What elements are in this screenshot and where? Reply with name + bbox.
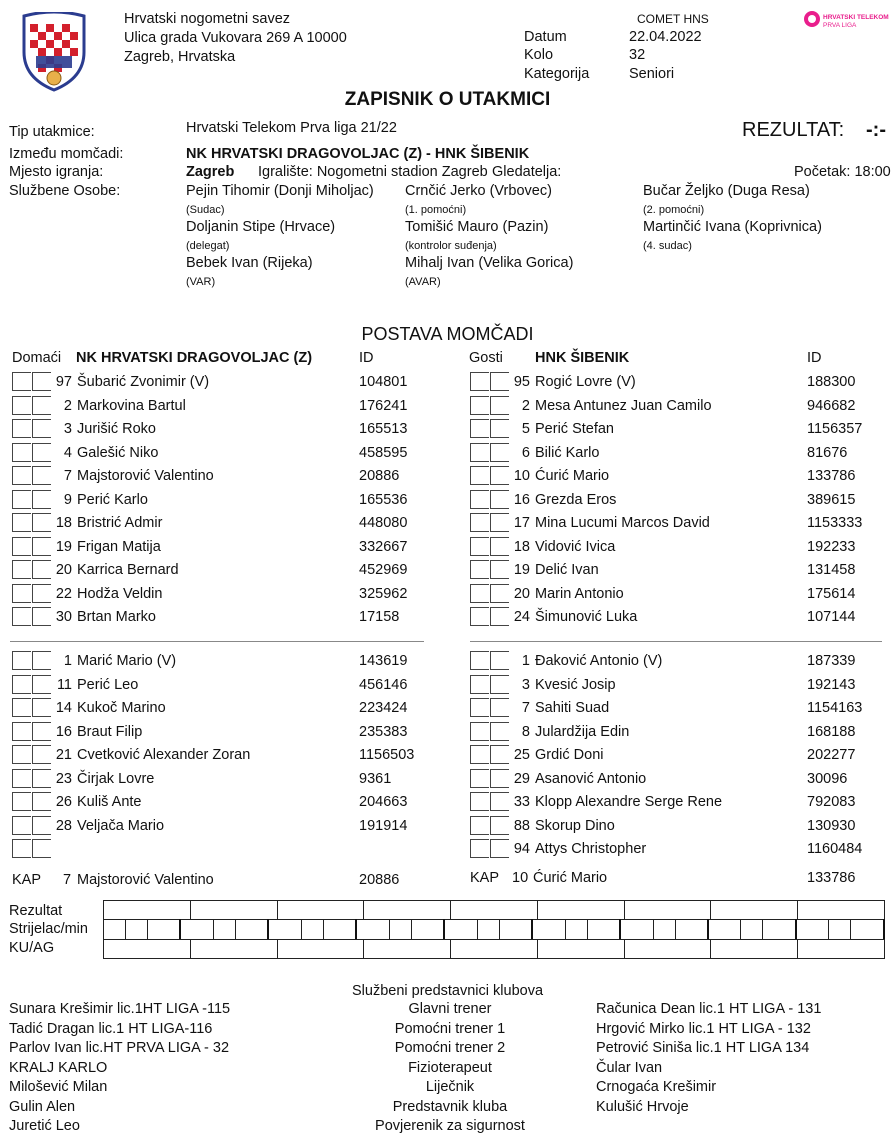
home-club-official: Tadić Dragan lic.1 HT LIGA-116	[9, 1020, 213, 1037]
player-id: 187339	[807, 653, 856, 669]
player-name: Sahiti Suad	[535, 700, 610, 716]
score-cell	[190, 901, 277, 920]
player-number: 95	[513, 374, 530, 390]
player-id: 107144	[807, 609, 856, 625]
checkbox-cell	[470, 816, 489, 835]
checkbox-cell	[470, 560, 489, 579]
player-name: Vidović Ivica	[535, 538, 616, 555]
score-cell	[537, 901, 624, 920]
official-role: (Sudac)	[186, 204, 225, 216]
score-cell	[301, 920, 323, 940]
score-cell	[364, 901, 451, 920]
score-cell	[323, 920, 356, 940]
score-cell	[451, 940, 538, 959]
player-name: Perić Leo	[77, 676, 139, 693]
federation-name: Hrvatski nogometni savez	[124, 11, 291, 27]
score-cell	[389, 920, 411, 940]
player-name: Klopp Alexandre Serge Rene	[535, 794, 723, 810]
player-name: Braut Filip	[77, 723, 143, 740]
home-id-header: ID	[359, 350, 374, 366]
player-number: 4	[63, 444, 72, 461]
player-id: 131458	[807, 562, 856, 578]
player-id: 204663	[359, 794, 408, 810]
player-id: 188300	[807, 374, 856, 390]
checkbox-cell	[470, 698, 489, 717]
player-id: 223424	[359, 700, 408, 716]
player-id: 104801	[359, 374, 408, 390]
away-club-official: Hrgović Mirko lic.1 HT LIGA - 132	[596, 1020, 811, 1037]
checkbox-cell	[470, 537, 489, 556]
player-id: 168188	[807, 723, 856, 740]
score-cell	[356, 920, 389, 940]
checkbox-cell	[470, 722, 489, 741]
player-id: 325962	[359, 585, 408, 602]
score-cell	[675, 920, 708, 940]
player-number: 29	[513, 770, 530, 787]
player-id: 133786	[807, 468, 856, 484]
player-name: Kvesić Josip	[535, 676, 616, 693]
checkbox-cell	[470, 839, 489, 858]
start-time: Početak: 18:00	[794, 164, 891, 180]
player-name: Skorup Dino	[535, 817, 615, 834]
player-number: 21	[55, 747, 72, 763]
player-id: 165513	[359, 421, 408, 437]
player-name: Marin Antonio	[535, 585, 624, 602]
league-logo	[802, 9, 894, 31]
player-name: Šubarić Zvonimir (V)	[77, 374, 210, 390]
player-number: 7	[521, 700, 530, 716]
checkbox-cell	[12, 490, 31, 509]
player-name: Karrica Bernard	[77, 562, 179, 578]
player-number: 2	[521, 397, 530, 414]
federation-address: Ulica grada Vukovara 269 A 10000	[124, 30, 347, 46]
player-id: 1156503	[359, 747, 415, 763]
checkbox-cell	[12, 560, 31, 579]
away-club-official: Crnogaća Krešimir	[596, 1079, 717, 1095]
score-label-rezultat: Rezultat	[9, 903, 63, 919]
player-number: 3	[63, 421, 72, 437]
lineup-title: POSTAVA MOMČADI	[361, 324, 534, 344]
home-captain-num: 7	[63, 872, 72, 888]
player-name: Veljača Mario	[77, 817, 165, 834]
place-label: Mjesto igranja:	[9, 164, 104, 180]
score-cell	[829, 920, 851, 940]
player-number: 10	[513, 468, 530, 484]
score-cell	[451, 901, 538, 920]
checkbox-cell	[470, 607, 489, 626]
score-cell	[587, 920, 620, 940]
checkbox-cell	[470, 372, 489, 391]
score-cell	[180, 920, 213, 940]
player-name: Đaković Antonio (V)	[535, 653, 663, 669]
player-number: 30	[55, 609, 72, 625]
player-number: 3	[521, 676, 530, 693]
checkbox-cell	[12, 372, 31, 391]
tip-label: Tip utakmice:	[9, 124, 95, 140]
checkbox-cell	[12, 698, 31, 717]
svg-text:PRVA LIGA: PRVA LIGA	[823, 22, 857, 29]
score-cell	[565, 920, 587, 940]
player-name: Grdić Doni	[535, 747, 604, 763]
club-official-role: Glavni trener	[408, 1001, 492, 1017]
player-number: 18	[513, 538, 530, 555]
kolo-value: 32	[629, 47, 646, 63]
official-name: Mihalj Ivan (Velika Gorica)	[405, 255, 574, 271]
away-club-official: Čular Ivan	[596, 1059, 663, 1076]
club-official-role: Liječnik	[425, 1079, 475, 1095]
score-cell	[711, 940, 798, 959]
player-name: Grezda Eros	[535, 491, 617, 508]
club-official-role: Pomoćni trener 1	[394, 1020, 506, 1037]
official-role: (2. pomoćni)	[643, 204, 705, 216]
player-id: 81676	[807, 444, 848, 461]
player-number: 17	[513, 515, 530, 531]
player-name: Perić Stefan	[535, 421, 614, 437]
player-number: 8	[521, 723, 530, 740]
player-number: 19	[55, 538, 72, 555]
player-number: 1	[521, 653, 530, 669]
player-id: 1154163	[807, 700, 863, 716]
score-cell	[235, 920, 268, 940]
page-title: ZAPISNIK O UTAKMICI	[344, 89, 551, 110]
player-id: 456146	[359, 676, 408, 693]
player-name: Markovina Bartul	[77, 397, 186, 414]
player-id: 1160484	[807, 841, 863, 857]
divider	[470, 641, 882, 642]
player-id: 332667	[359, 538, 408, 555]
official-name: Bučar Željko (Duga Resa)	[643, 183, 810, 199]
score-cell	[624, 940, 711, 959]
player-number: 97	[55, 374, 72, 390]
spectators-label: Gledatelja:	[492, 164, 562, 180]
score-cell	[190, 940, 277, 959]
officials-label: Službene Osobe:	[9, 183, 121, 199]
player-number: 20	[55, 562, 72, 578]
score-cell	[268, 920, 301, 940]
score-cell	[711, 901, 798, 920]
checkbox-cell	[12, 769, 31, 788]
player-number: 2	[63, 397, 72, 414]
player-id: 175614	[807, 585, 856, 602]
tip-value: Hrvatski Telekom Prva liga 21/22	[186, 120, 397, 136]
datum-label: Datum	[524, 29, 567, 45]
checkbox-cell	[470, 651, 489, 670]
player-name: Majstorović Valentino	[77, 468, 214, 484]
official-role: (1. pomoćni)	[405, 204, 467, 216]
score-cell	[104, 940, 191, 959]
score-cell	[213, 920, 235, 940]
club-officials-title: Službeni predstavnici klubova	[351, 983, 544, 999]
player-name: Galešić Niko	[77, 444, 159, 461]
player-name: Hodža Veldin	[77, 585, 163, 602]
checkbox-cell	[470, 745, 489, 764]
federation-city: Zagreb, Hrvatska	[124, 49, 236, 65]
player-number: 18	[55, 515, 72, 531]
player-id: 20886	[359, 468, 400, 484]
player-number: 26	[55, 794, 72, 810]
player-name: Bilić Karlo	[535, 444, 600, 461]
rezultat-label: REZULTAT:	[742, 119, 845, 141]
checkbox-cell	[12, 607, 31, 626]
score-cell	[444, 920, 477, 940]
player-number: 9	[63, 491, 72, 508]
official-role: (VAR)	[186, 276, 216, 288]
teams-value: NK HRVATSKI DRAGOVOLJAC (Z) - HNK ŠIBENIK	[186, 146, 530, 162]
checkbox-cell	[470, 443, 489, 462]
kategorija-value: Seniori	[629, 66, 675, 82]
player-number: 22	[55, 585, 72, 602]
home-side-label: Domaći	[12, 350, 62, 366]
checkbox-cell	[470, 584, 489, 603]
official-name: Doljanin Stipe (Hrvace)	[186, 219, 336, 235]
player-id: 452969	[359, 562, 408, 578]
official-name: Pejin Tihomir (Donji Miholjac)	[186, 183, 374, 199]
hns-crest-logo	[18, 12, 90, 92]
score-cell	[104, 901, 191, 920]
checkbox-cell	[12, 651, 31, 670]
score-cell	[798, 940, 885, 959]
checkbox-cell	[32, 839, 51, 858]
player-number: 19	[513, 562, 530, 578]
away-club-official: Petrović Siniša lic.1 HT LIGA 134	[596, 1040, 810, 1056]
club-official-role: Povjerenik za sigurnost	[375, 1118, 525, 1134]
player-number: 88	[513, 817, 530, 834]
player-id: 792083	[807, 794, 856, 810]
score-cell	[653, 920, 675, 940]
player-id: 1153333	[807, 515, 863, 531]
score-cell	[125, 920, 147, 940]
player-name: Ćurić Mario	[535, 468, 610, 484]
official-name: Crnčić Jerko (Vrbovec)	[405, 183, 552, 199]
player-name: Bristrić Admir	[77, 515, 163, 531]
score-cell	[620, 920, 653, 940]
checkbox-cell	[12, 419, 31, 438]
place-value: Zagreb	[186, 164, 235, 180]
player-name: Rogić Lovre (V)	[535, 374, 636, 390]
away-captain-num: 10	[512, 870, 529, 886]
player-name: Šimunović Luka	[535, 609, 638, 625]
club-official-role: Pomoćni trener 2	[394, 1040, 506, 1056]
player-number: 94	[513, 841, 530, 857]
player-name: Asanović Antonio	[535, 770, 647, 787]
checkbox-cell	[12, 816, 31, 835]
official-name: Tomišić Mauro (Pazin)	[405, 219, 549, 235]
checkbox-cell	[12, 443, 31, 462]
comet-label: COMET HNS	[637, 12, 709, 26]
away-captain-label: KAP	[470, 870, 500, 886]
score-cell	[796, 920, 829, 940]
official-name: Martinčić Ivana (Koprivnica)	[643, 219, 822, 235]
checkbox-cell	[12, 839, 31, 858]
home-club-official: Sunara Krešimir lic.1HT LIGA -115	[9, 1001, 231, 1017]
player-name: Kuliš Ante	[77, 794, 142, 810]
home-team-name: NK HRVATSKI DRAGOVOLJAC (Z)	[76, 350, 313, 366]
datum-value: 22.04.2022	[629, 29, 702, 45]
player-name: Cvetković Alexander Zoran	[77, 747, 251, 763]
score-cell	[624, 901, 711, 920]
score-cell	[532, 920, 565, 940]
home-club-official: KRALJ KARLO	[9, 1059, 108, 1076]
player-number: 11	[56, 676, 72, 693]
player-id: 191914	[359, 817, 408, 834]
score-cell	[147, 920, 180, 940]
player-name: Julardžija Edin	[535, 723, 630, 740]
player-name: Kukoč Marino	[77, 700, 166, 716]
checkbox-cell	[12, 792, 31, 811]
player-number: 6	[521, 444, 530, 461]
home-captain-label: KAP	[12, 872, 42, 888]
player-number: 20	[513, 585, 530, 602]
player-name: Frigan Matija	[77, 538, 161, 555]
player-name: Mesa Antunez Juan Camilo	[535, 397, 712, 414]
checkbox-cell	[470, 769, 489, 788]
player-id: 192143	[807, 676, 856, 693]
svg-text:HRVATSKI TELEKOM: HRVATSKI TELEKOM	[823, 14, 889, 21]
home-captain-name: Majstorović Valentino	[77, 872, 214, 888]
player-number: 25	[513, 747, 530, 763]
club-official-role: Predstavnik kluba	[392, 1098, 508, 1115]
divider	[10, 641, 424, 642]
away-club-official: Računica Dean lic.1 HT LIGA - 131	[596, 1001, 822, 1017]
home-captain-id: 20886	[359, 872, 400, 888]
score-cell	[364, 940, 451, 959]
score-cell	[477, 920, 499, 940]
player-id: 30096	[807, 770, 848, 787]
player-name: Marić Mario (V)	[77, 653, 177, 669]
away-side-label: Gosti	[469, 350, 503, 366]
score-cell	[104, 920, 126, 940]
away-captain-name: Ćurić Mario	[533, 870, 608, 886]
player-id: 192233	[807, 538, 856, 555]
away-captain-id: 133786	[807, 870, 856, 886]
checkbox-cell	[470, 490, 489, 509]
home-club-official: Parlov Ivan lic.HT PRVA LIGA - 32	[9, 1040, 230, 1056]
checkbox-cell	[12, 722, 31, 741]
player-id: 202277	[807, 747, 856, 763]
player-id: 143619	[359, 653, 408, 669]
official-name: Bebek Ivan (Rijeka)	[186, 255, 313, 271]
player-number: 33	[513, 794, 530, 810]
player-id: 9361	[359, 770, 392, 787]
score-cell	[499, 920, 532, 940]
checkbox-cell	[12, 396, 31, 415]
score-cell	[851, 920, 884, 940]
checkbox-cell	[12, 537, 31, 556]
kategorija-label: Kategorija	[524, 66, 590, 82]
score-cell	[798, 901, 885, 920]
player-id: 458595	[359, 444, 408, 461]
checkbox-cell	[470, 792, 489, 811]
player-name: Brtan Marko	[77, 609, 156, 625]
score-row	[103, 900, 885, 920]
kolo-label: Kolo	[524, 47, 554, 63]
player-id: 17158	[359, 609, 400, 625]
checkbox-cell	[470, 513, 489, 532]
rezultat-value: -:-	[866, 119, 886, 141]
official-role: (delegat)	[186, 240, 230, 252]
home-club-official: Gulin Alen	[9, 1098, 76, 1115]
player-id: 448080	[359, 515, 408, 531]
player-number: 7	[63, 468, 72, 484]
checkbox-cell	[12, 745, 31, 764]
player-number: 28	[55, 817, 72, 834]
score-cell	[537, 940, 624, 959]
score-row	[103, 939, 885, 959]
player-id: 235383	[359, 723, 408, 740]
ground-value: Igralište: Nogometni stadion Zagreb	[258, 164, 488, 180]
checkbox-cell	[12, 513, 31, 532]
checkbox-cell	[12, 466, 31, 485]
checkbox-cell	[470, 396, 489, 415]
player-id: 176241	[359, 397, 408, 414]
official-role: (kontrolor suđenja)	[405, 240, 497, 252]
player-name: Čirjak Lovre	[77, 770, 155, 787]
player-number: 16	[513, 491, 530, 508]
club-official-role: Fizioterapeut	[408, 1059, 492, 1076]
away-club-official: Kulušić Hrvoje	[596, 1098, 689, 1115]
score-cell	[708, 920, 741, 940]
player-name: Delić Ivan	[535, 562, 599, 578]
away-id-header: ID	[807, 350, 822, 366]
checkbox-cell	[12, 584, 31, 603]
checkbox-cell	[12, 675, 31, 694]
player-name: Mina Lucumi Marcos David	[535, 515, 710, 531]
player-id: 130930	[807, 817, 856, 834]
official-role: (AVAR)	[405, 276, 441, 288]
teams-label: Između momčadi:	[9, 146, 124, 162]
home-club-official: Juretić Leo	[9, 1118, 80, 1134]
checkbox-cell	[470, 466, 489, 485]
away-team-name: HNK ŠIBENIK	[535, 350, 630, 366]
score-label-strijelac: Strijelac/min	[9, 921, 88, 937]
player-id: 389615	[807, 491, 856, 508]
player-number: 14	[55, 700, 72, 716]
player-number: 24	[513, 609, 530, 625]
player-id: 1156357	[807, 421, 863, 437]
player-number: 16	[55, 723, 72, 740]
home-club-official: Milošević Milan	[9, 1079, 108, 1095]
player-name: Perić Karlo	[77, 491, 148, 508]
official-role: (4. sudac)	[643, 240, 692, 252]
player-name: Attys Christopher	[535, 841, 647, 857]
player-name: Jurišić Roko	[77, 421, 156, 437]
checkbox-cell	[470, 419, 489, 438]
score-cell	[277, 901, 364, 920]
score-cell	[277, 940, 364, 959]
score-row	[103, 919, 885, 940]
player-id: 165536	[359, 491, 408, 508]
player-number: 1	[63, 653, 72, 669]
score-cell	[763, 920, 796, 940]
score-label-kuag: KU/AG	[9, 940, 55, 956]
checkbox-cell	[470, 675, 489, 694]
player-number: 23	[55, 770, 72, 787]
score-cell	[411, 920, 444, 940]
player-id: 946682	[807, 397, 856, 414]
score-cell	[741, 920, 763, 940]
player-number: 5	[521, 421, 530, 437]
